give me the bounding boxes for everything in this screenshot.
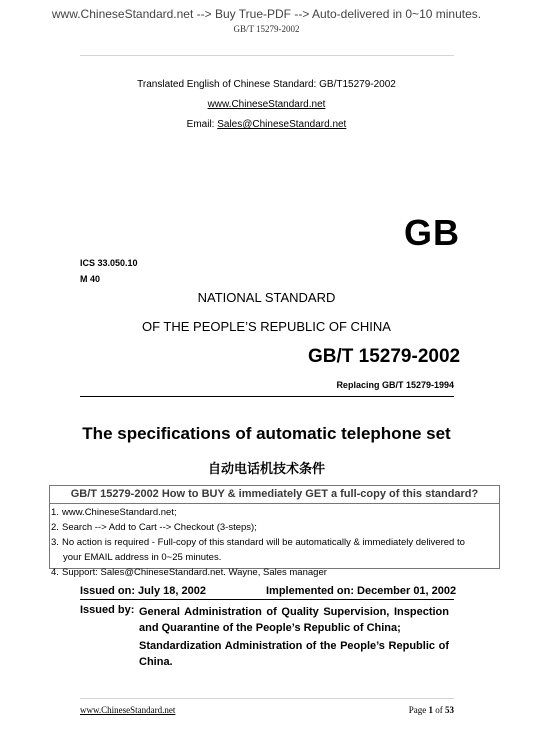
header-divider — [80, 55, 454, 56]
list-item — [50, 520, 499, 535]
website-link[interactable] — [0, 99, 533, 110]
replacing-note: Replacing GB/T 15279-1994 — [336, 380, 454, 390]
translation-notice: Translated English of Chinese Standard: GB/T15279-2002 — [137, 79, 396, 90]
list-item-number: 3. — [51, 537, 59, 548]
footer-divider — [80, 698, 454, 699]
list-item-number: 2. — [51, 522, 59, 533]
republic-heading: OF THE PEOPLE’S REPUBLIC OF CHINA — [142, 319, 391, 334]
website-link-text[interactable]: www.ChineseStandard.net — [207, 99, 326, 110]
list-item-text[interactable]: www.ChineseStandard.net; — [62, 507, 177, 518]
title-divider — [80, 396, 454, 397]
current-page: 1 — [428, 705, 433, 715]
list-item — [50, 535, 499, 550]
ics-code: ICS 33.050.10 — [80, 258, 138, 268]
issued-on-date: Issued on: July 18, 2002 — [80, 585, 206, 597]
classification-code: M 40 — [80, 274, 101, 284]
list-item-text: Support: Sales@ChineseStandard.net. Wayne, Sales manager — [62, 567, 327, 578]
list-item-number: 4. — [51, 567, 59, 578]
implemented-on-date: Implemented on: December 01, 2002 — [266, 585, 457, 597]
document-title-english: The specifications of automatic telephone set — [82, 424, 451, 443]
issuing-authority-2: Standardization Administration of the People’s Republic of China. — [139, 640, 449, 668]
list-item-number: 1. — [51, 507, 59, 518]
footer-website-link[interactable]: www.ChineseStandard.net — [80, 705, 176, 715]
issued-by-label: Issued by: — [80, 604, 135, 616]
email-line — [0, 119, 533, 130]
issuance-divider — [80, 599, 454, 600]
gb-logo: GB — [404, 212, 460, 253]
standard-number: GB/T 15279-2002 — [308, 346, 461, 367]
purchase-info-box — [49, 485, 500, 578]
running-header-code: GB/T 15279-2002 — [233, 24, 300, 34]
document-title-chinese: 自动电话机技术条件 — [207, 462, 325, 477]
national-standard-heading: NATIONAL STANDARD — [197, 290, 336, 305]
page-of: of — [433, 705, 445, 715]
purchase-box-divider — [50, 503, 499, 504]
total-pages: 53 — [445, 705, 454, 715]
issuing-authority-1: General Administration of Quality Supervision, Inspection and Quarantine of the People’s Republic of China; — [139, 606, 449, 634]
list-item-text: No action is required - Full-copy of this standard will be automatically & immediately delivered to — [62, 537, 465, 548]
purchase-box-title: GB/T 15279-2002 How to BUY & immediately GET a full-copy of this standard? — [70, 488, 479, 500]
list-item — [50, 505, 499, 520]
purchase-steps-list — [50, 505, 499, 580]
page-label: Page — [408, 705, 429, 715]
list-item — [50, 565, 499, 580]
email-label: Email: — [186, 119, 218, 130]
email-link[interactable]: Sales@ChineseStandard.net — [217, 119, 347, 130]
page-number — [380, 705, 454, 715]
list-item-text: Search --> Add to Cart --> Checkout (3-steps); — [62, 522, 257, 533]
top-banner: www.ChineseStandard.net --> Buy True-PDF --> Auto-delivered in 0~10 minutes. — [51, 7, 482, 21]
list-item-text: your EMAIL address in 0~25 minutes. — [63, 552, 222, 563]
list-item-continuation — [50, 550, 499, 565]
